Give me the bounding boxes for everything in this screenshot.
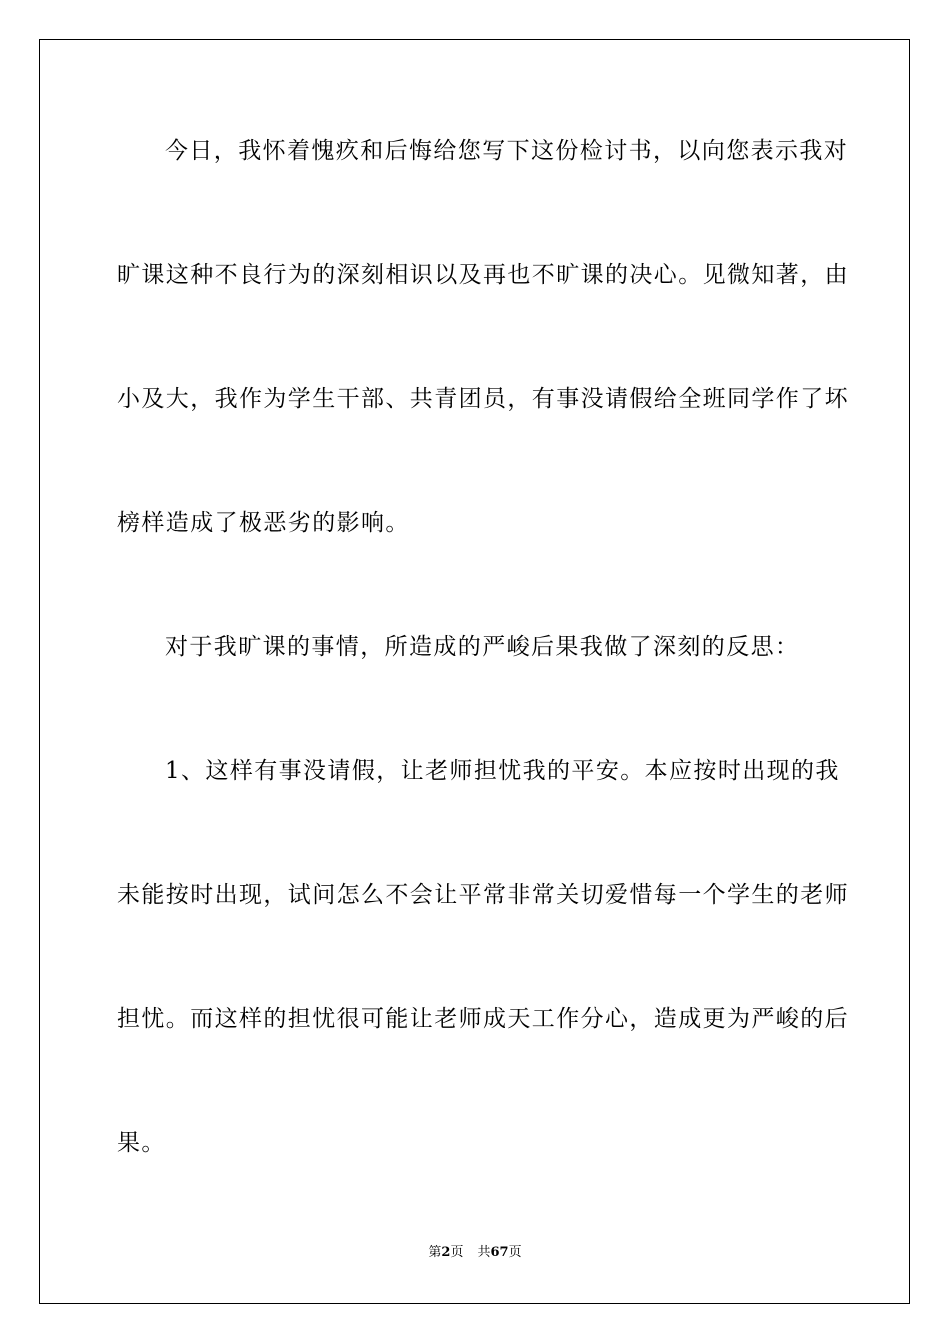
page-prefix: 第 — [428, 1245, 442, 1260]
page-border — [39, 39, 910, 1304]
paragraph-line: 1、这样有事没请假，让老师担忧我的平安。本应按时出现的我 — [165, 758, 840, 784]
page-footer — [0, 1244, 950, 1262]
paragraph-line: 未能按时出现，试问怎么不会让平常非常关切爱惜每一个学生的老师 — [117, 882, 849, 908]
page-suffix: 页 — [450, 1245, 464, 1260]
paragraph-line: 今日，我怀着愧疚和后悔给您写下这份检讨书，以向您表示我对 — [165, 138, 849, 164]
paragraph-line: 小及大，我作为学生干部、共青团员，有事没请假给全班同学作了坏 — [117, 386, 849, 412]
paragraph-line: 对于我旷课的事情，所造成的严峻后果我做了深刻的反思： — [165, 634, 800, 660]
total-prefix: 共 — [477, 1245, 491, 1260]
current-page-number: 2 — [441, 1245, 451, 1260]
paragraph-line: 果。 — [117, 1130, 166, 1156]
paragraph-line: 担忧。而这样的担忧很可能让老师成天工作分心，造成更为严峻的后 — [117, 1006, 849, 1032]
total-page-count: 67 — [490, 1245, 509, 1260]
total-suffix: 页 — [508, 1245, 522, 1260]
paragraph-line: 旷课这种不良行为的深刻相识以及再也不旷课的决心。见微知著，由 — [117, 262, 849, 288]
paragraph-line: 榜样造成了极恶劣的影响。 — [117, 510, 410, 536]
